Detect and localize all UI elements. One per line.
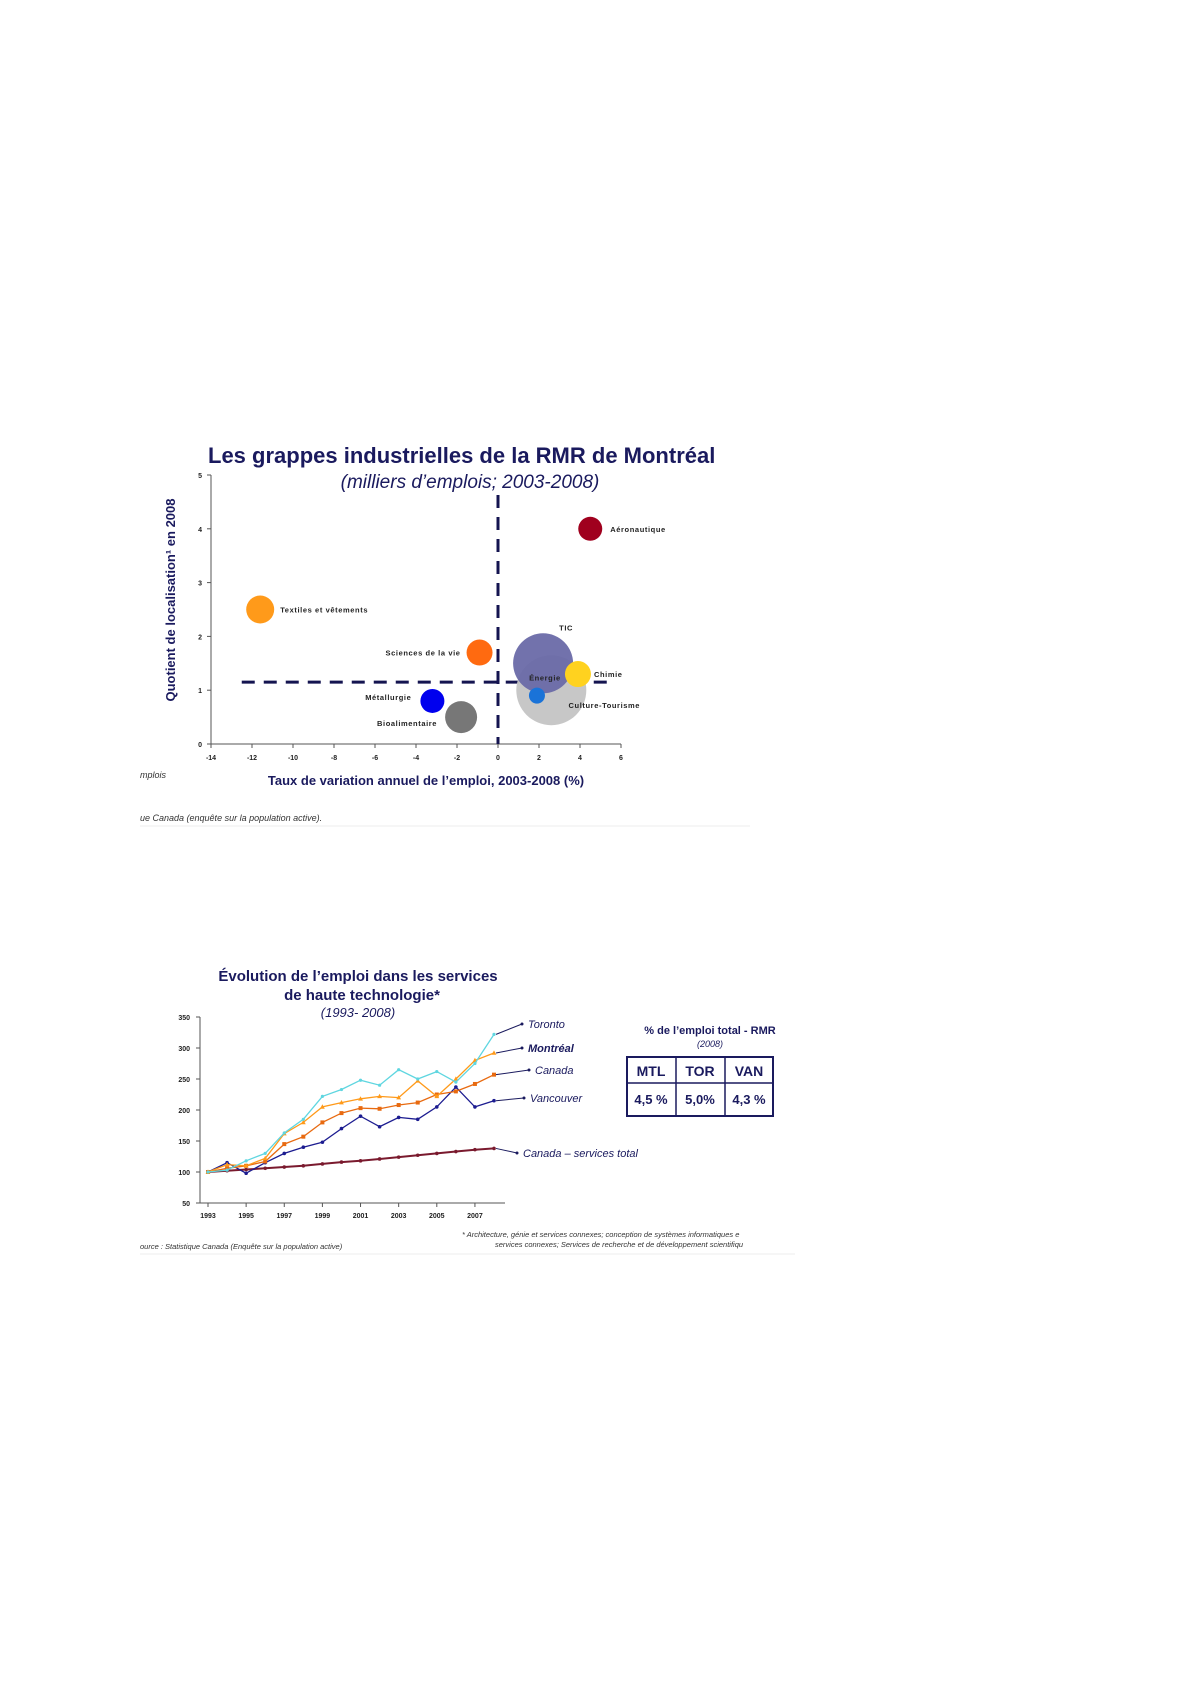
series-point-canada: [301, 1135, 305, 1139]
bubble-label-metallurgie: Métallurgie: [365, 692, 412, 702]
bubble-chart: [140, 443, 750, 826]
series-point-canada: [397, 1103, 401, 1107]
series-point-canada-services-total: [282, 1165, 286, 1169]
chart1-subtitle: (milliers d’emplois; 2003-2008): [340, 472, 600, 493]
series-label-connector-montreal: [496, 1048, 522, 1053]
series-point-vancouver: [359, 1114, 363, 1118]
series-point-toronto: [264, 1152, 267, 1155]
series-point-toronto: [206, 1170, 209, 1173]
chart2-x-tick-label: 2001: [352, 1213, 369, 1220]
bubble-sciences-de-la-vie: [467, 640, 493, 666]
chart1-source: ue Canada (enquête sur la population active).: [140, 813, 323, 823]
table-header-tor: TOR: [685, 1063, 715, 1079]
series-point-vancouver: [473, 1105, 477, 1109]
chart1-x-tick-label: 4: [578, 755, 582, 762]
series-point-montreal: [492, 1050, 497, 1054]
series-point-vancouver: [244, 1171, 248, 1175]
series-point-toronto: [492, 1033, 495, 1036]
bubble-energie: [529, 688, 545, 704]
table-value-mtl: 4,5 %: [634, 1092, 668, 1107]
series-label-dot-canada: [528, 1069, 531, 1072]
chart2-note-line2: services connexes; Services de recherche et de développement scientifiqu: [495, 1240, 744, 1249]
table-subtitle: (2008): [696, 1039, 724, 1049]
series-point-canada-services-total: [416, 1153, 420, 1157]
chart2-x-tick-label: 1999: [314, 1213, 331, 1220]
chart2-series: [206, 1033, 497, 1175]
series-point-canada-services-total: [378, 1157, 382, 1161]
chart2-y-tick-label: 250: [178, 1077, 190, 1084]
series-point-canada: [320, 1120, 324, 1124]
chart1-x-tick-label: 2: [537, 755, 541, 762]
series-point-canada-services-total: [359, 1159, 363, 1163]
chart1-x-tick-label: -12: [246, 755, 258, 762]
employment-share-table: [627, 1025, 776, 1116]
series-point-canada: [339, 1111, 343, 1115]
series-point-toronto: [245, 1159, 248, 1162]
series-point-vancouver: [378, 1125, 382, 1129]
line-chart: [140, 968, 795, 1254]
chart1-x-tick-label: -2: [453, 755, 461, 762]
chart2-subtitle: (1993- 2008): [320, 1005, 396, 1020]
series-point-vancouver: [397, 1116, 401, 1120]
chart2-y-tick-label: 350: [178, 1015, 190, 1022]
series-point-canada: [473, 1082, 477, 1086]
chart1-x-tick-label: -10: [287, 755, 299, 762]
series-point-canada: [454, 1089, 458, 1093]
chart1-y-tick-label: 0: [198, 742, 202, 749]
chart2-y-tick-label: 50: [182, 1201, 190, 1208]
chart1-y-tick-label: 2: [198, 634, 202, 642]
series-point-canada: [416, 1101, 420, 1105]
chart1-bubble-labels: [280, 525, 666, 728]
chart1-x-ticks: [206, 744, 623, 762]
bubble-chimie: [565, 661, 591, 687]
series-point-toronto: [397, 1068, 400, 1071]
chart2-x-tick-label: 1993: [200, 1213, 216, 1220]
chart1-y-tick-label: 3: [198, 580, 202, 588]
series-label-connector-canada-services-total: [496, 1148, 517, 1153]
series-label-dot-montreal: [521, 1047, 524, 1050]
bubble-label-textiles-et-vetements: Textiles et vêtements: [280, 605, 369, 615]
series-point-toronto: [321, 1095, 324, 1098]
series-point-vancouver: [492, 1099, 496, 1103]
series-label-dot-toronto: [521, 1023, 524, 1026]
series-point-toronto: [416, 1077, 419, 1080]
series-point-canada: [378, 1107, 382, 1111]
table-value-tor: 5,0%: [685, 1092, 715, 1107]
bubble-metallurgie: [420, 689, 444, 713]
chart1-x-tick-label: 6: [619, 755, 623, 762]
series-line-canada: [208, 1075, 494, 1172]
table-header-van: VAN: [734, 1063, 764, 1079]
table-title: % de l’emploi total - RMR: [644, 1025, 776, 1037]
chart2-y-tick-label: 100: [178, 1170, 190, 1177]
bubble-label-tic: TIC: [559, 623, 574, 633]
chart2-y-ticks: [178, 1015, 200, 1208]
series-label-toronto: Toronto: [528, 1019, 565, 1031]
series-point-canada: [359, 1106, 363, 1110]
series-line-canada-services-total: [208, 1148, 494, 1172]
series-label-dot-canada-services-total: [516, 1152, 519, 1155]
series-label-canada-services-total: Canada – services total: [523, 1148, 638, 1160]
series-point-canada-services-total: [321, 1162, 325, 1166]
chart1-y-tick-label: 1: [198, 688, 202, 696]
bubble-label-sciences-de-la-vie: Sciences de la vie: [385, 648, 461, 658]
chart2-title-line2: de haute technologie*: [284, 987, 440, 1004]
chart1-x-tick-label: 0: [496, 755, 500, 762]
series-point-vancouver: [435, 1105, 439, 1109]
series-point-toronto: [378, 1084, 381, 1087]
series-point-toronto: [473, 1062, 476, 1065]
chart2-series-labels: [496, 1019, 639, 1160]
chart1-title: Les grappes industrielles de la RMR de Montréal: [208, 443, 716, 468]
series-point-vancouver: [454, 1085, 458, 1089]
series-point-toronto: [454, 1081, 457, 1084]
series-point-canada-services-total: [302, 1164, 306, 1168]
series-point-canada-services-total: [263, 1166, 267, 1170]
series-point-vancouver: [321, 1140, 325, 1144]
chart1-x-axis-label: Taux de variation annuel de l’emploi, 2003-2008 (%): [267, 773, 585, 788]
bubble-label-aeronautique: Aéronautique: [610, 524, 666, 534]
series-point-canada-services-total: [492, 1147, 496, 1151]
series-point-vancouver: [340, 1127, 344, 1131]
series-point-toronto: [435, 1070, 438, 1073]
bubble-label-chimie: Chimie: [593, 670, 623, 680]
chart2-x-ticks: [200, 1203, 483, 1220]
series-label-connector-vancouver: [496, 1098, 524, 1101]
bubble-bioalimentaire: [445, 701, 477, 733]
chart1-y-tick-label: 4: [198, 526, 202, 534]
series-point-toronto: [302, 1118, 305, 1121]
chart1-x-tick-label: -4: [412, 755, 420, 762]
series-point-canada-services-total: [244, 1168, 248, 1172]
series-point-canada-services-total: [397, 1155, 401, 1159]
series-label-canada: Canada: [535, 1065, 574, 1077]
series-point-vancouver: [302, 1145, 306, 1149]
chart1-x-tick-label: -14: [205, 755, 217, 762]
series-label-dot-vancouver: [523, 1097, 526, 1100]
bubble-label-culture-tourisme: Culture-Tourisme: [568, 701, 641, 711]
series-point-toronto: [225, 1169, 228, 1172]
chart2-x-tick-label: 1995: [238, 1213, 254, 1220]
series-point-canada: [492, 1073, 496, 1077]
bubble-label-energie: Énergie: [529, 673, 561, 683]
series-point-canada-services-total: [454, 1150, 458, 1154]
series-label-connector-toronto: [496, 1024, 522, 1034]
chart2-x-tick-label: 2005: [429, 1213, 445, 1220]
series-line-montreal: [208, 1053, 494, 1172]
chart2-x-tick-label: 2003: [390, 1213, 407, 1220]
series-point-vancouver: [282, 1152, 286, 1156]
series-point-vancouver: [416, 1118, 420, 1122]
chart2-x-tick-label: 1997: [276, 1213, 293, 1220]
series-point-canada-services-total: [473, 1148, 477, 1152]
chart2-y-tick-label: 150: [178, 1139, 190, 1146]
chart1-y-tick-label: 5: [198, 473, 202, 480]
chart2-x-tick-label: 2007: [467, 1213, 483, 1220]
series-line-vancouver: [208, 1087, 494, 1173]
series-point-toronto: [359, 1079, 362, 1082]
chart1-x-tick-label: -6: [371, 755, 379, 762]
chart1-footnote-left: mplois: [140, 770, 167, 780]
chart1-x-tick-label: -8: [330, 755, 338, 762]
bubble-label-bioalimentaire: Bioalimentaire: [377, 719, 438, 729]
bubble-tic: [513, 633, 573, 693]
chart2-y-tick-label: 200: [178, 1108, 190, 1115]
table-header-mtl: MTL: [636, 1063, 666, 1079]
series-label-connector-canada: [496, 1070, 529, 1075]
chart1-bubbles: [246, 517, 602, 733]
chart2-source: ource : Statistique Canada (Enquête sur la population active): [140, 1242, 343, 1251]
table-value-van: 4,3 %: [732, 1092, 766, 1107]
series-label-vancouver: Vancouver: [530, 1093, 583, 1105]
chart2-y-tick-label: 300: [178, 1046, 190, 1053]
bubble-aeronautique: [578, 517, 602, 541]
series-point-toronto: [283, 1131, 286, 1134]
series-point-canada: [282, 1142, 286, 1146]
series-point-toronto: [340, 1088, 343, 1091]
series-point-canada-services-total: [340, 1160, 344, 1164]
chart2-note-line1: * Architecture, génie et services connexes; conception de systèmes informatiques e: [462, 1230, 740, 1239]
series-point-canada-services-total: [435, 1152, 439, 1156]
chart1-y-ticks: [198, 473, 211, 749]
bubble-textiles-et-vetements: [246, 596, 274, 624]
chart1-y-axis-label: Quotient de localisation¹ en 2008: [163, 498, 178, 702]
chart2-title-line1: Évolution de l’emploi dans les services: [218, 968, 498, 985]
series-label-montreal: Montréal: [528, 1043, 574, 1055]
